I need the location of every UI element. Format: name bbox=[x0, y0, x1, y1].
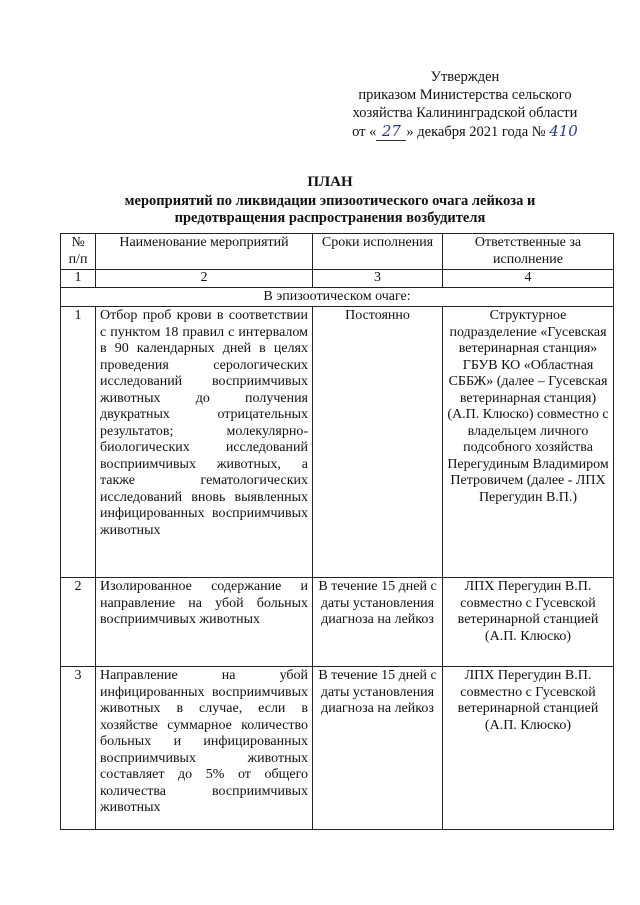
header-responsible: Ответственные за исполнение bbox=[443, 234, 614, 270]
header-number: № п/п bbox=[61, 234, 96, 270]
table-header-row bbox=[61, 234, 614, 270]
column-number-row bbox=[61, 270, 614, 288]
row-activity: Отбор проб крови в соответствии с пунктом 18 правил с интервалом в 90 календарных дней в целях проведения серологических исследований восприимчивых животных до получения двукратных отрицательных результатов; молекулярно-биологических исследований восприимчивых животных, а также гематологических исследований вновь выявленных инфицированных восприимчивых животных bbox=[96, 307, 313, 578]
row-term: В течение 15 дней с даты установления диагноза на лейкоз bbox=[313, 578, 443, 667]
header-term: Сроки исполнения bbox=[313, 234, 443, 270]
row-responsible: ЛПХ Перегудин В.П. совместно с Гусевской ветеринарной станцией (А.П. Клюско) bbox=[443, 667, 614, 830]
col-number-4: 4 bbox=[443, 270, 614, 288]
section-row bbox=[61, 287, 614, 307]
date-prefix: от « bbox=[352, 124, 377, 140]
date-suffix: » декабря 2021 года № bbox=[406, 124, 546, 140]
col-number-1: 1 bbox=[61, 270, 96, 288]
approval-line-2: приказом Министерства сельского bbox=[358, 87, 572, 103]
document-title bbox=[80, 174, 580, 227]
table-row bbox=[61, 667, 614, 830]
col-number-2: 2 bbox=[96, 270, 313, 288]
row-responsible: Структурное подразделение «Гусевская ветеринарная станция» ГБУВ КО «Областная СББЖ» (далее – Гусевская ветеринарная станция) (А.П. Клюско) совместно с владельцем личного подсобного хозяйства Перегудиным Владимиром Петровичем (далее - ЛПХ Перегудин В.П.) bbox=[443, 307, 614, 578]
title-main: ПЛАН bbox=[307, 174, 353, 190]
approval-stamp bbox=[320, 68, 610, 141]
row-number: 3 bbox=[61, 667, 96, 830]
table-row bbox=[61, 578, 614, 667]
row-activity: Изолированное содержание и направление на убой больных восприимчивых животных bbox=[96, 578, 313, 667]
col-number-3: 3 bbox=[313, 270, 443, 288]
handwritten-day: 27 bbox=[376, 122, 406, 141]
row-activity: Направление на убой инфицированных восприимчивых животных в случае, если в хозяйстве суммарное количество больных и инфицированных восприимчивых животных составляет до 5% от общего количества восприимчивых животных bbox=[96, 667, 313, 830]
title-subtitle-1: мероприятий по ликвидации эпизоотического очага лейкоза и bbox=[124, 193, 536, 209]
title-subtitle-2: предотвращения распространения возбудителя bbox=[174, 210, 486, 226]
row-number: 1 bbox=[61, 307, 96, 578]
row-term: Постоянно bbox=[313, 307, 443, 578]
header-name: Наименование мероприятий bbox=[96, 234, 313, 270]
section-label: В эпизоотическом очаге: bbox=[61, 287, 614, 307]
table-row bbox=[61, 307, 614, 578]
row-responsible: ЛПХ Перегудин В.П. совместно с Гусевской ветеринарной станцией (А.П. Клюско) bbox=[443, 578, 614, 667]
row-number: 2 bbox=[61, 578, 96, 667]
approval-date-line bbox=[320, 122, 610, 141]
handwritten-order-number: 410 bbox=[549, 122, 578, 140]
row-term: В течение 15 дней с даты установления диагноза на лейкоз bbox=[313, 667, 443, 830]
approval-line-3: хозяйства Калининградской области bbox=[352, 105, 578, 121]
plan-table bbox=[60, 233, 614, 830]
approval-line-1: Утвержден bbox=[430, 69, 500, 85]
